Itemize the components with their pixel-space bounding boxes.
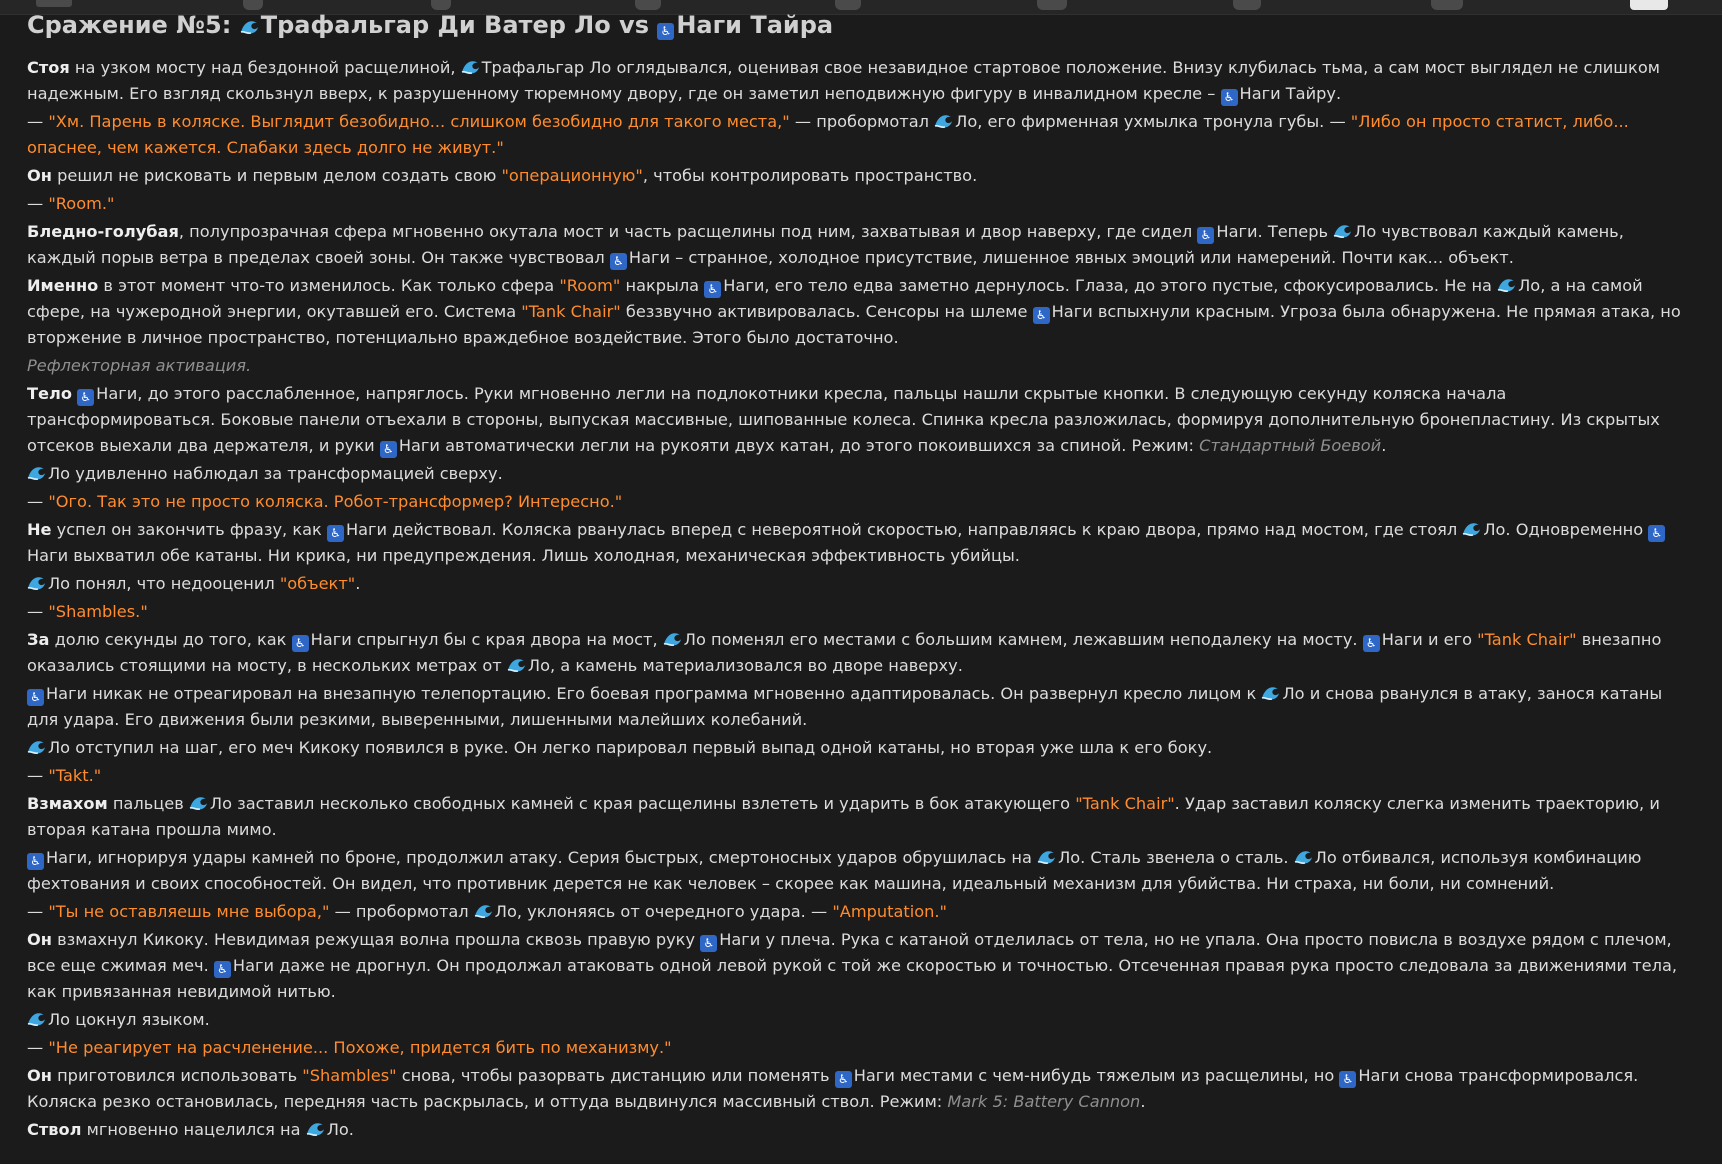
bold-lead-word: Ствол: [27, 1120, 82, 1139]
narration-text: Ло.: [326, 1120, 354, 1139]
dialogue-quote: "Shambles": [302, 1066, 397, 1085]
story-paragraph: [27, 163, 1692, 189]
bold-lead-word: Не: [27, 520, 52, 539]
italic-note: Mark 5: Battery Cannon: [947, 1092, 1141, 1111]
water-wave-icon: [461, 57, 480, 74]
narration-text: Наги действовал. Коляска рванулась вперед с невероятной скоростью, направляясь к краю двора, прямо над мостом, где стоял: [345, 520, 1463, 539]
narration-text: внезапно оказались стоящими на мосту, в нескольких метрах от: [27, 630, 1662, 675]
narration-text: Ло. Сталь звенела о сталь.: [1058, 848, 1294, 867]
narration-text: Наги, его тело едва заметно дернулось. Глаза, до этого пустые, сфокусировались. Не на: [723, 276, 1498, 295]
water-wave-icon: [507, 655, 526, 672]
dialogue-quote: "операционную": [501, 166, 643, 185]
dialogue-quote: "Room": [559, 276, 621, 295]
dialogue-quote: "Tank Chair": [1477, 630, 1577, 649]
narration-text: Наги – странное, холодное присутствие, лишенное явных эмоций или намерений. Почти как... объект.: [628, 248, 1514, 267]
dialogue-quote: "объект": [279, 574, 356, 593]
narration-text: , чтобы контролировать пространство.: [642, 166, 978, 185]
story-paragraph: [27, 191, 1692, 217]
water-wave-icon: [1462, 519, 1481, 536]
dialogue-quote: "Tank Chair": [521, 302, 621, 321]
story-paragraph: [27, 735, 1692, 761]
water-wave-icon: [27, 463, 46, 480]
story-paragraph: [27, 489, 1692, 515]
bold-lead-word: Тело: [27, 384, 72, 403]
chat-message: [27, 8, 1692, 1145]
wheelchair-icon: ♿: [27, 853, 44, 870]
story-paragraph: [27, 627, 1692, 679]
narration-text: Ло заставил несколько свободных камней с края расщелины взлететь и ударить в бок атакующего: [209, 794, 1076, 813]
wheelchair-icon: ♿: [700, 935, 717, 952]
dialogue-quote: "Amputation.": [832, 902, 948, 921]
narration-text: Ло. Одновременно: [1483, 520, 1649, 539]
dialogue-quote: "Shambles.": [48, 602, 148, 621]
wheelchair-icon: ♿: [77, 389, 94, 406]
narration-text: Трафальгар Ло оглядывался, оценивая свое незавидное стартовое положение. Внизу клубилась тьма, а сам мост выглядел не слишком надежным. Его взгляд скользнул вверх, к разрушенному тюремному двору, где он заметил неподвижную фигуру в инвалидном кресле –: [27, 58, 1660, 103]
dialogue-quote: "Ого. Так это не просто коляска. Робот-трансформер? Интересно.": [48, 492, 623, 511]
narration-text: —: [27, 492, 49, 511]
battle-title: [27, 8, 1692, 42]
dialogue-quote: "Не реагирует на расчленение... Похоже, придется бить по механизму.": [48, 1038, 672, 1057]
bold-lead-word: Он: [27, 930, 52, 949]
story-paragraph: [27, 109, 1692, 161]
narration-text: Ло удивленно наблюдал за трансформацией сверху.: [48, 464, 503, 483]
bold-lead-word: Взмахом: [27, 794, 108, 813]
narration-text: —: [27, 602, 49, 621]
story-body: [27, 55, 1692, 1143]
bottom-fade: [0, 1150, 1722, 1164]
narration-text: —: [27, 902, 49, 921]
bold-lead-word: Именно: [27, 276, 99, 295]
wheelchair-icon: ♿: [1197, 227, 1214, 244]
fighter2-name: Наги Тайра: [676, 11, 834, 39]
narration-text: в этот момент что-то изменилось. Как только сфера: [98, 276, 560, 295]
story-paragraph: [27, 791, 1692, 843]
narration-text: — пробормотал: [329, 902, 474, 921]
narration-text: приготовился использовать: [51, 1066, 303, 1085]
wheelchair-icon: ♿: [704, 281, 721, 298]
water-wave-icon: [27, 737, 46, 754]
narration-text: Ло поменял его местами с большим камнем, лежавшим неподалеку на мосту.: [683, 630, 1363, 649]
bold-lead-word: Он: [27, 1066, 52, 1085]
wheelchair-icon: ♿: [214, 961, 231, 978]
narration-text: успел он закончить фразу, как: [51, 520, 327, 539]
story-paragraph: [27, 1007, 1692, 1033]
story-paragraph: [27, 681, 1692, 733]
dialogue-quote: "Tank Chair": [1075, 794, 1175, 813]
story-paragraph: [27, 927, 1692, 1005]
wheelchair-icon: ♿: [1033, 307, 1050, 324]
tune-icon[interactable]: [36, 0, 72, 7]
story-paragraph: [27, 899, 1692, 925]
story-paragraph: [27, 845, 1692, 897]
fighter1-name: Трафальгар Ди Ватер Ло: [260, 11, 611, 39]
narration-text: . Удар заставил коляску слегка изменить траекторию, и вторая катана прошла мимо.: [27, 794, 1660, 839]
narration-text: .: [1381, 436, 1387, 455]
story-paragraph: [27, 517, 1692, 569]
narration-text: мгновенно нацелился на: [81, 1120, 306, 1139]
wheelchair-icon: ♿: [657, 23, 674, 40]
wheelchair-icon: ♿: [327, 525, 344, 542]
story-paragraph: [27, 571, 1692, 597]
story-paragraph: [27, 1063, 1692, 1115]
narration-text: Наги никак не отреагировал на внезапную телепортацию. Его боевая программа мгновенно адаптировалась. Он развернул кресло лицом к: [46, 684, 1262, 703]
narration-text: —: [27, 112, 49, 131]
narration-text: взмахнул Кикоку. Невидимая режущая волна прошла сквозь правую руку: [51, 930, 701, 949]
wheelchair-icon: ♿: [835, 1071, 852, 1088]
title-vs: vs: [610, 11, 658, 39]
wheelchair-icon: ♿: [1339, 1071, 1356, 1088]
water-wave-icon: [934, 111, 953, 128]
story-paragraph: [27, 461, 1692, 487]
narration-text: Ло, уклоняясь от очередного удара. —: [494, 902, 833, 921]
story-paragraph: [27, 763, 1692, 789]
narration-text: накрыла: [620, 276, 705, 295]
bold-lead-word: Бледно-голубая: [27, 222, 179, 241]
narration-text: Наги даже не дрогнул. Он продолжал атаковать одной левой рукой с той же скоростью и точностью. Отсеченная правая рука просто следовала за движениями тела, как привязанная невидимой нитью.: [27, 956, 1678, 1001]
narration-text: Наги, до этого расслабленное, напряглось. Руки мгновенно легли на подлокотники кресла, пальцы нашли скрытые кнопки. В следующую секунду коляска начала трансформироваться. Боковые панели отъехали в стороны, выпуская массивные, шипованные колеса. Спинка кресла разложилась, формируя дополнительную бронепластину. Из скрытых отсеков выехали два держателя, и руки: [27, 384, 1660, 455]
narration-text: — пробормотал: [789, 112, 935, 131]
bold-lead-word: Он: [27, 166, 52, 185]
dialogue-quote: "Takt.": [48, 766, 102, 785]
narration-text: Наги Тайру.: [1239, 84, 1342, 103]
narration-text: Наги выхватил обе катаны. Ни крика, ни предупреждения. Лишь холодная, механическая эффективность убийцы.: [27, 546, 1020, 565]
narration-text: Наги местами с чем-нибудь тяжелым из расщелины, но: [853, 1066, 1340, 1085]
narration-text: Наги, игнорируя удары камней по броне, продолжил атаку. Серия быстрых, смертоносных ударов обрушилась на: [46, 848, 1038, 867]
water-wave-icon: [474, 901, 493, 918]
narration-text: Ло понял, что недооценил: [48, 574, 280, 593]
wheelchair-icon: ♿: [1221, 89, 1238, 106]
water-wave-icon: [27, 1009, 46, 1026]
water-wave-icon: [27, 573, 46, 590]
narration-text: Наги. Теперь: [1216, 222, 1334, 241]
italic-note: Рефлекторная активация.: [27, 356, 252, 375]
narration-text: Ло чувствовал каждый камень, каждый порыв ветра в пределах своей зоны. Он также чувствовал: [27, 222, 1624, 267]
story-paragraph: [27, 219, 1692, 271]
narration-text: Ло отбивался, используя комбинацию фехтования и своих способностей. Он видел, что противник дерется не как человек – скорее как машина, идеальный механизм для убийства. Ни страха, ни боли, ни сомнений.: [27, 848, 1642, 893]
story-paragraph: [27, 599, 1692, 625]
water-wave-icon: [240, 10, 259, 27]
water-wave-icon: [663, 629, 682, 646]
water-wave-icon: [306, 1119, 325, 1136]
narration-text: Ло, его фирменная ухмылка тронула губы. —: [955, 112, 1351, 131]
narration-text: беззвучно активировалась. Сенсоры на шлеме: [620, 302, 1033, 321]
story-paragraph: [27, 273, 1692, 351]
narration-text: Наги автоматически легли на рукояти двух катан, до этого покоившихся за спиной. Режим:: [398, 436, 1200, 455]
water-wave-icon: [189, 793, 208, 810]
narration-text: .: [355, 574, 361, 593]
narration-text: Ло и снова рванулся в атаку, занося катаны для удара. Его движения были резкими, выверенными, лишенными малейших колебаний.: [27, 684, 1663, 729]
wheelchair-icon: ♿: [292, 635, 309, 652]
dialogue-quote: "Ты не оставляешь мне выбора,": [48, 902, 330, 921]
water-wave-icon: [1037, 847, 1056, 864]
dialogue-quote: "Room.": [48, 194, 115, 213]
narration-text: Ло, а на самой сфере, на чужеродной энергии, окутавшей его. Система: [27, 276, 1643, 321]
water-wave-icon: [1294, 847, 1313, 864]
story-paragraph: [27, 381, 1692, 459]
narration-text: , полупрозрачная сфера мгновенно окутала мост и часть расщелины под ним, захватывая и двор наверху, где сидел: [178, 222, 1198, 241]
dialogue-quote: "Либо он просто статист, либо... опаснее, чем кажется. Слабаки здесь долго не живут.": [27, 112, 1629, 157]
narration-text: долю секунды до того, как: [49, 630, 292, 649]
narration-text: Наги вспыхнули красным. Угроза была обнаружена. Не прямая атака, но вторжение в личное пространство, потенциально враждебное воздействие. Этого было достаточно.: [27, 302, 1681, 347]
title-prefix: Сражение №5:: [27, 11, 240, 39]
story-paragraph: [27, 1035, 1692, 1061]
story-paragraph: [27, 55, 1692, 107]
water-wave-icon: [1261, 683, 1280, 700]
story-paragraph: [27, 353, 1692, 379]
narration-text: Ло, а камень материализовался во дворе наверху.: [527, 656, 963, 675]
narration-text: Наги снова трансформировался. Коляска резко остановилась, передняя часть раскрылась, и оттуда выдвинулся массивный ствол. Режим:: [27, 1066, 1639, 1111]
wheelchair-icon: ♿: [610, 253, 627, 270]
water-wave-icon: [1333, 221, 1352, 238]
wheelchair-icon: ♿: [27, 689, 44, 706]
wheelchair-icon: ♿: [380, 441, 397, 458]
italic-note: Стандартный Боевой: [1199, 436, 1382, 455]
story-paragraph: [27, 1117, 1692, 1143]
narration-text: —: [27, 766, 49, 785]
narration-text: Наги у плеча. Рука с катаной отделилась от тела, но не упала. Она просто повисла в воздухе рядом с плечом, все еще сжимая меч.: [27, 930, 1672, 975]
narration-text: —: [27, 1038, 49, 1057]
narration-text: Ло отступил на шаг, его меч Кикоку появился в руке. Он легко парировал первый выпад одной катаны, но вторая уже шла к его боку.: [48, 738, 1213, 757]
narration-text: снова, чтобы разорвать дистанцию или поменять: [396, 1066, 835, 1085]
dialogue-quote: "Хм. Парень в коляске. Выглядит безобидно... слишком безобидно для такого места,": [48, 112, 790, 131]
narration-text: Наги спрыгнул бы с края двора на мост,: [310, 630, 663, 649]
wheelchair-icon: ♿: [1363, 635, 1380, 652]
narration-text: Ло цокнул языком.: [48, 1010, 210, 1029]
narration-text: Наги и его: [1381, 630, 1478, 649]
narration-text: решил не рисковать и первым делом создать свою: [51, 166, 502, 185]
narration-text: на узком мосту над бездонной расщелиной,: [69, 58, 461, 77]
narration-text: .: [1140, 1092, 1146, 1111]
bold-lead-word: За: [27, 630, 50, 649]
narration-text: пальцев: [107, 794, 189, 813]
water-wave-icon: [1497, 275, 1516, 292]
wheelchair-icon: ♿: [1648, 525, 1665, 542]
bold-lead-word: Стоя: [27, 58, 70, 77]
narration-text: —: [27, 194, 49, 213]
